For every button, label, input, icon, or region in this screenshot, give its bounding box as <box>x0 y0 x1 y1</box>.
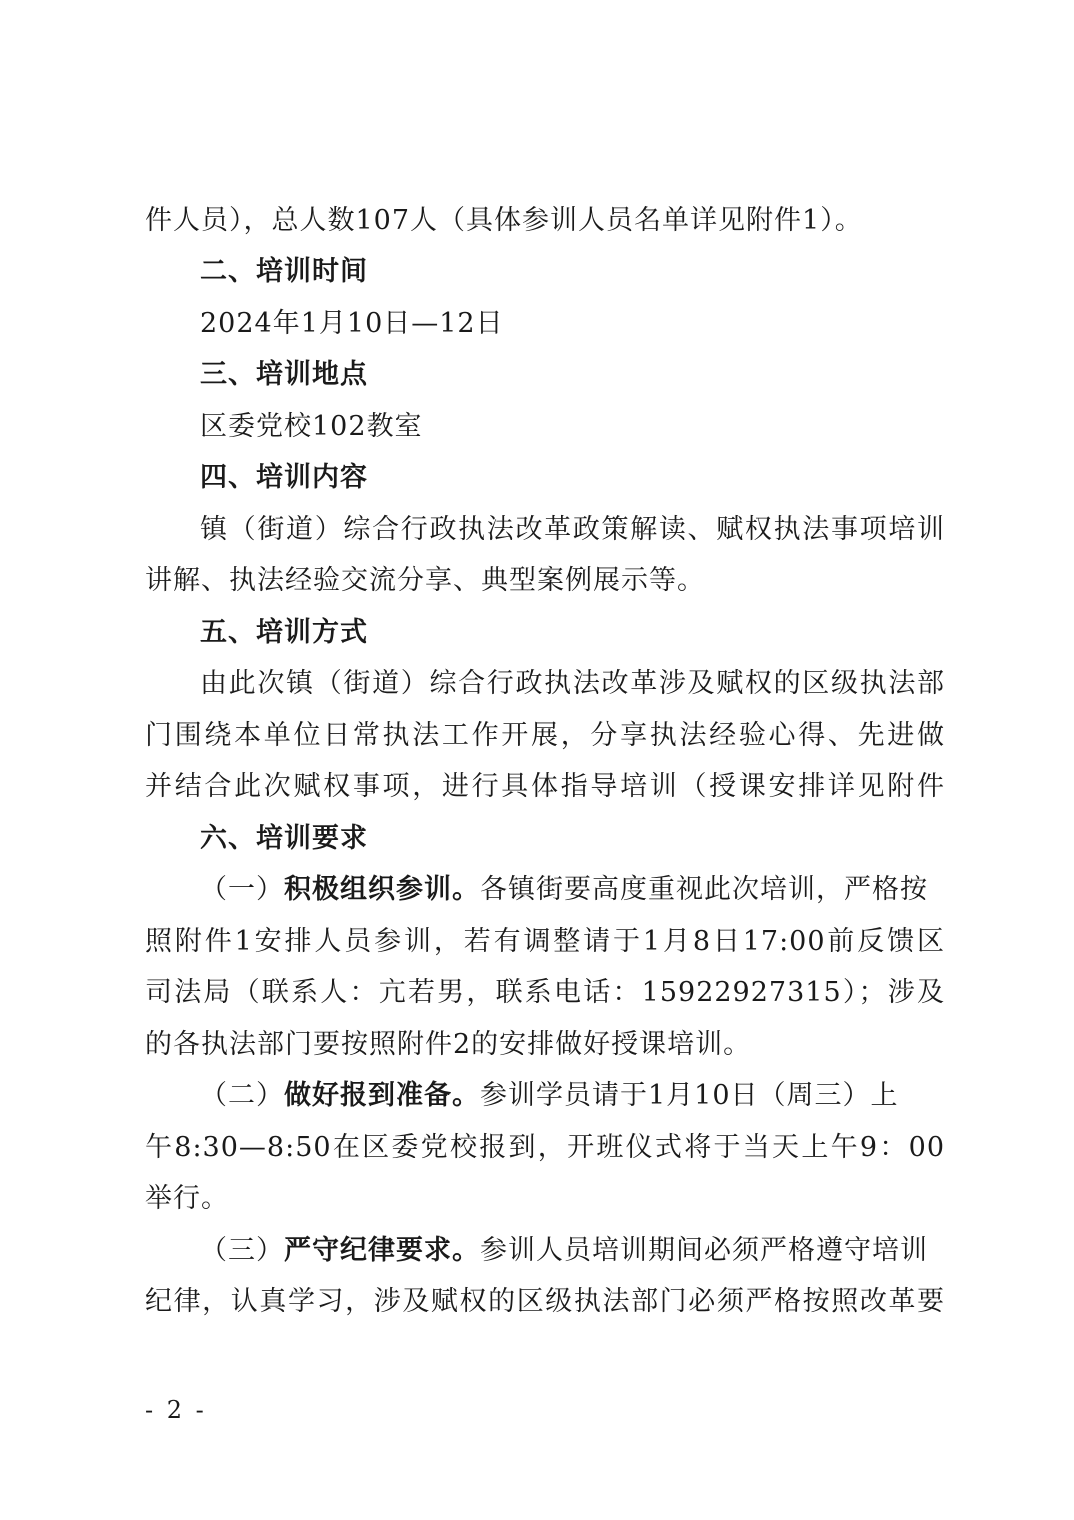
body-line: 的各执法部门要按照附件2的安排做好授课培训。 <box>145 1029 752 1060</box>
body-line: 由此次镇（街道）综合行政执法改革涉及赋权的区级执法部 <box>200 668 945 699</box>
section-heading-method: 五、培训方式 <box>200 617 368 648</box>
section-heading-requirements: 六、培训要求 <box>200 823 368 854</box>
body-line: 区委党校102教室 <box>200 411 423 442</box>
body-line: 举行。 <box>145 1183 229 1214</box>
subsection-line <box>200 870 945 910</box>
page-number: - 2 - <box>145 1396 207 1424</box>
subsection-line <box>200 1076 945 1116</box>
sub-label: （三） <box>200 1235 284 1266</box>
body-line: 午8:30—8:50在区委党校报到，开班仪式将于当天上午9：00 <box>145 1132 945 1163</box>
sub-text: 参训学员请于1月10日（周三）上 <box>480 1080 899 1111</box>
body-line: 照附件1安排人员参训，若有调整请于1月8日17:00前反馈区 <box>145 926 945 957</box>
sub-label: （一） <box>200 874 284 905</box>
section-heading-location: 三、培训地点 <box>200 359 368 390</box>
body-line: 件人员），总人数107人（具体参训人员名单详见附件1）。 <box>145 205 863 236</box>
sub-title: 做好报到准备。 <box>284 1080 480 1111</box>
body-line: 纪律，认真学习，涉及赋权的区级执法部门必须严格按照改革要 <box>145 1286 945 1317</box>
section-heading-time: 二、培训时间 <box>200 256 368 287</box>
subsection-line <box>200 1231 945 1271</box>
sub-title: 严守纪律要求。 <box>284 1235 480 1266</box>
sub-text: 参训人员培训期间必须严格遵守培训 <box>480 1235 928 1266</box>
body-line: 并结合此次赋权事项，进行具体指导培训（授课安排详见附件 <box>145 771 945 802</box>
sub-text: 各镇街要高度重视此次培训，严格按 <box>480 874 928 905</box>
body-line: 讲解、执法经验交流分享、典型案例展示等。 <box>145 565 705 596</box>
body-line: 镇（街道）综合行政执法改革政策解读、赋权执法事项培训 <box>200 514 945 545</box>
sub-label: （二） <box>200 1080 284 1111</box>
body-line: 2024年1月10日—12日 <box>200 308 504 339</box>
body-line: 司法局（联系人：亢若男，联系电话：15922927315）；涉及 <box>145 977 945 1008</box>
body-line: 门围绕本单位日常执法工作开展，分享执法经验心得、先进做 <box>145 720 945 751</box>
section-heading-content: 四、培训内容 <box>200 462 368 493</box>
sub-title: 积极组织参训。 <box>284 874 480 905</box>
